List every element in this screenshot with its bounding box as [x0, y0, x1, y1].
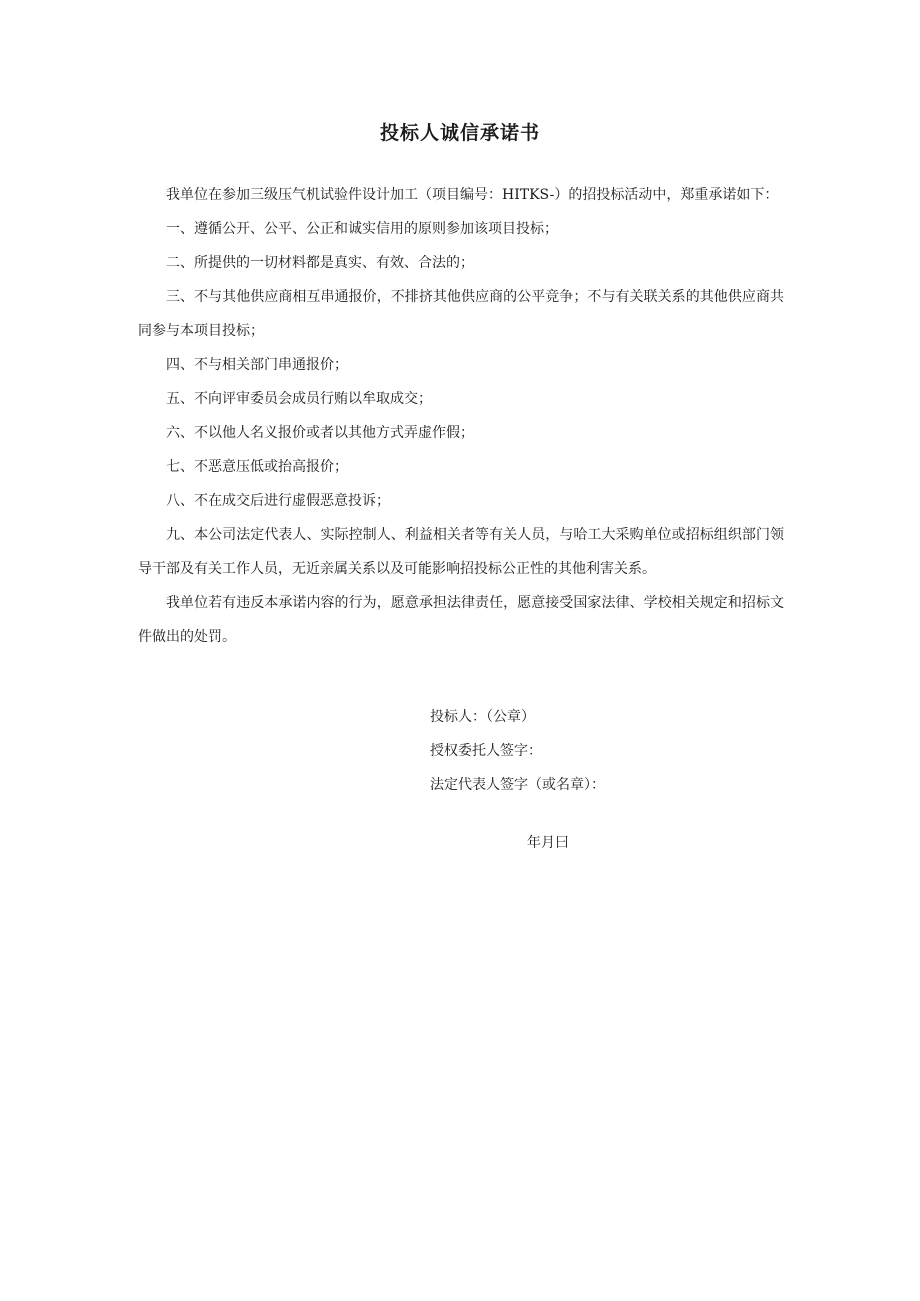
- paragraph-item-3: 三、不与其他供应商相互串通报价，不排挤其他供应商的公平竞争；不与有关联关系的其他供应商共同参与本项目投标；: [138, 289, 784, 339]
- paragraph-item-7: 七、不恶意压低或抬高报价；: [166, 459, 348, 475]
- authorized-agent-signature-line: 授权委托人签字：: [430, 743, 542, 759]
- paragraph-item-8: 八、不在成交后进行虚假恶意投诉；: [166, 493, 390, 509]
- paragraph-item-6: 六、不以他人名义报价或者以其他方式弄虚作假；: [166, 425, 474, 441]
- document-body: [138, 178, 784, 654]
- paragraph-item-9: 九、本公司法定代表人、实际控制人、利益相关者等有关人员，与哈工大采购单位或招标组织部门领导干部及有关工作人员，无近亲属关系以及可能影响招投标公正性的其他利害关系。: [138, 527, 784, 577]
- paragraph-item-4: 四、不与相关部门串通报价；: [166, 357, 348, 373]
- signature-block: [430, 700, 810, 802]
- date-line: 年月曰: [527, 835, 569, 851]
- paragraph-item-1: 一、遵循公开、公平、公正和诚实信用的原则参加该项目投标；: [166, 221, 558, 237]
- legal-representative-signature-line: 法定代表人签字（或名章）：: [430, 777, 605, 793]
- paragraph-closing: 我单位若有违反本承诺内容的行为，愿意承担法律责任，愿意接受国家法律、学校相关规定和招标文件做出的处罚。: [138, 595, 784, 645]
- bidder-seal-line: 投标人：（公章）: [430, 709, 535, 725]
- paragraph-item-2: 二、所提供的一切材料都是真实、有效、合法的；: [166, 255, 474, 271]
- paragraph-intro: 我单位在参加三级压气机试验件设计加工（项目编号：HITKS-）的招投标活动中，郑重承诺如下：: [166, 187, 779, 203]
- paragraph-item-5: 五、不向评审委员会成员行贿以牟取成交；: [166, 391, 432, 407]
- document-title: 投标人诚信承诺书: [379, 122, 540, 144]
